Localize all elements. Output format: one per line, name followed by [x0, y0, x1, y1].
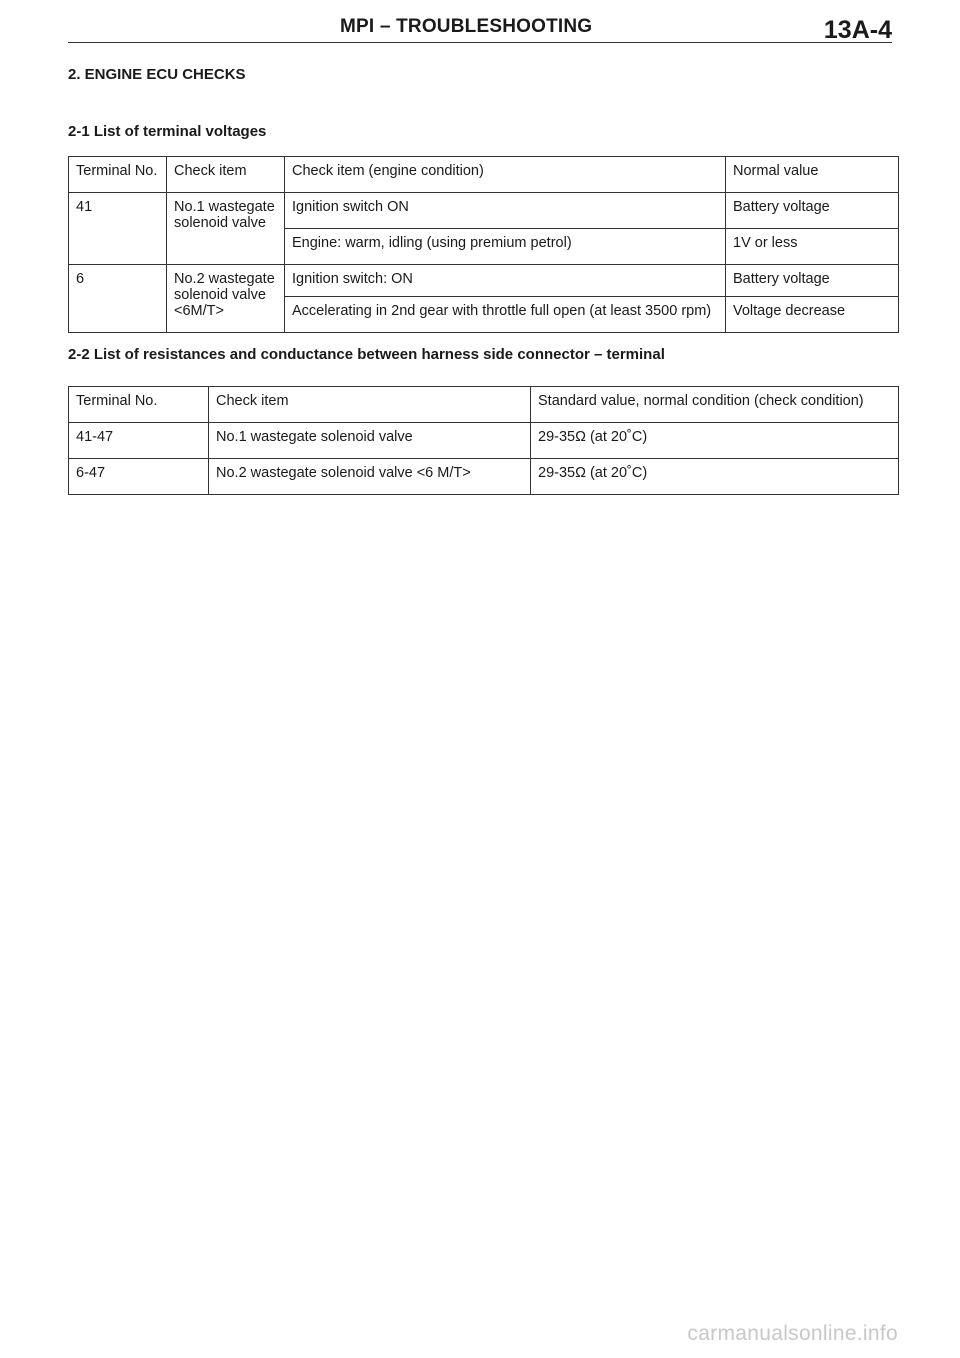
check-item-cell — [167, 265, 285, 333]
value-cell: 29-35Ω (at 20˚C) — [531, 459, 899, 495]
page-title: MPI – TROUBLESHOOTING — [340, 16, 593, 37]
condition-cell: Ignition switch ON — [285, 193, 726, 229]
terminal-cell: 6 — [69, 265, 167, 333]
value-cell: Battery voltage — [726, 265, 899, 297]
table-header-row — [69, 157, 899, 193]
table-row — [69, 459, 899, 495]
check-item-cell: No.2 wastegate solenoid valve <6 M/T> — [209, 459, 531, 495]
table-row — [69, 193, 899, 229]
section-heading: 2. ENGINE ECU CHECKS — [68, 66, 246, 83]
value-cell: Voltage decrease — [726, 297, 899, 333]
table-row — [69, 265, 899, 297]
column-header: Terminal No. — [69, 387, 209, 423]
column-header: Terminal No. — [69, 157, 167, 193]
value-cell: 1V or less — [726, 229, 899, 265]
section-code: 13A-4 — [823, 16, 892, 44]
header-divider — [68, 42, 892, 43]
check-item-cell: No.1 wastegate solenoid valve — [167, 193, 285, 265]
condition-cell: Engine: warm, idling (using premium petrol) — [285, 229, 726, 265]
check-item-line: No.2 wastegate — [174, 271, 275, 287]
table-header-row — [69, 387, 899, 423]
value-cell: 29-35Ω (at 20˚C) — [531, 423, 899, 459]
table-row — [69, 423, 899, 459]
check-item-line: solenoid valve — [174, 287, 266, 303]
column-header: Check item — [209, 387, 531, 423]
terminal-cell: 41 — [69, 193, 167, 265]
condition-cell: Ignition switch: ON — [285, 265, 726, 297]
terminal-cell: 41-47 — [69, 423, 209, 459]
terminal-cell: 6-47 — [69, 459, 209, 495]
terminal-voltages-table — [68, 156, 899, 333]
condition-cell: Accelerating in 2nd gear with throttle full open (at least 3500 rpm) — [285, 297, 726, 333]
column-header: Normal value — [726, 157, 899, 193]
resistances-heading: 2-2 List of resistances and conductance between harness side connector – terminal — [68, 346, 665, 363]
column-header: Check item — [167, 157, 285, 193]
column-header: Standard value, normal condition (check condition) — [531, 387, 899, 423]
watermark: carmanualsonline.info — [687, 1322, 898, 1345]
terminal-voltages-heading: 2-1 List of terminal voltages — [68, 123, 267, 140]
check-item-line: <6M/T> — [174, 303, 224, 319]
check-item-cell: No.1 wastegate solenoid valve — [209, 423, 531, 459]
resistances-table — [68, 386, 899, 495]
value-cell: Battery voltage — [726, 193, 899, 229]
column-header: Check item (engine condition) — [285, 157, 726, 193]
